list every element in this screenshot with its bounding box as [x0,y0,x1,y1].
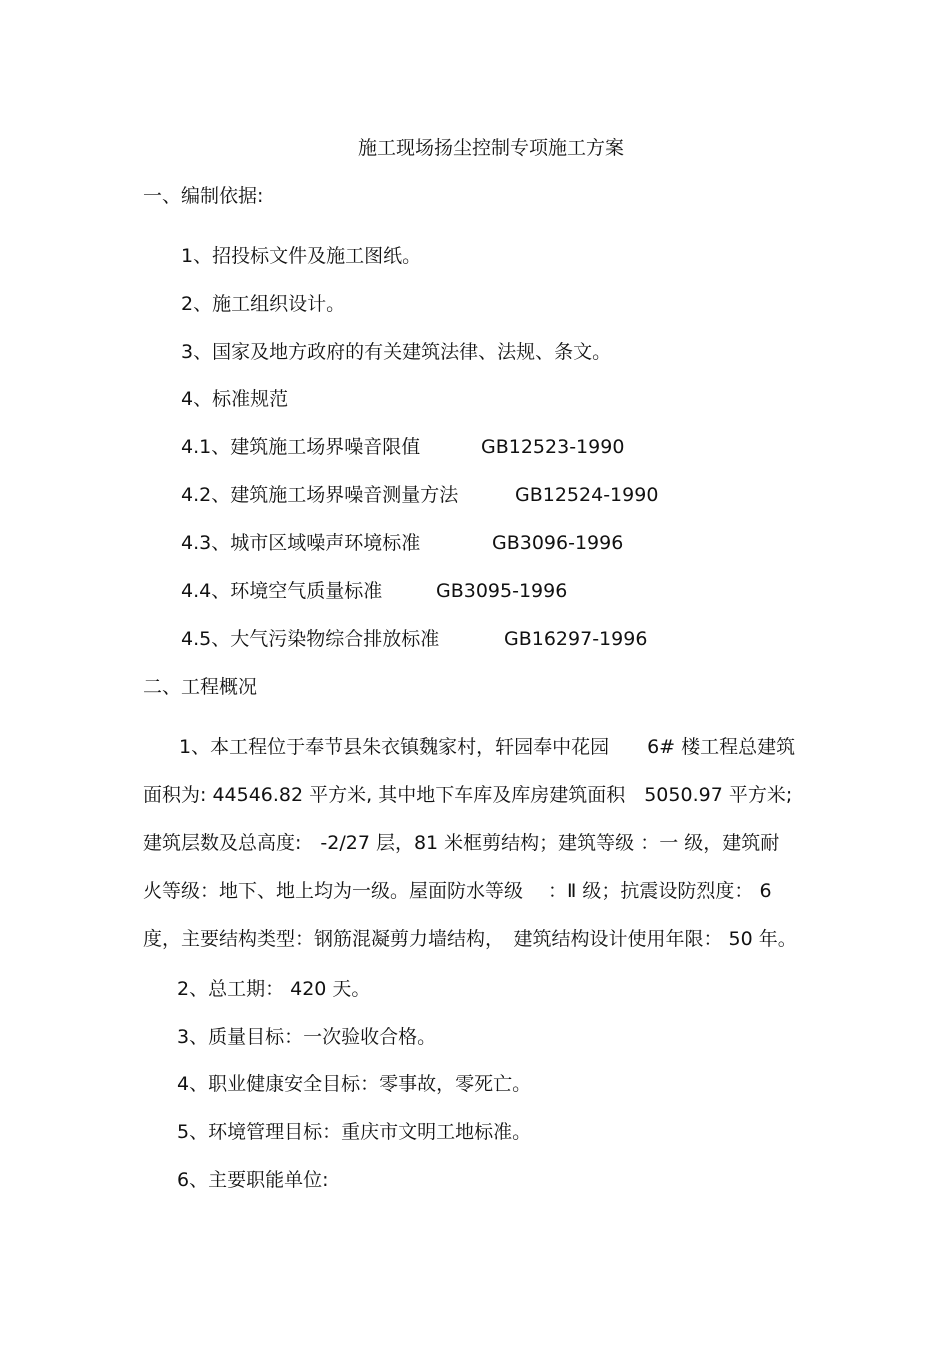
overview-line: 火等级：地下、地上均为一级。屋面防水等级 ：Ⅱ 级；抗震设防烈度： 6 [143,880,772,902]
standard-row [181,530,624,556]
standard-name: 4.5、大气污染物综合排放标准 [181,628,440,650]
standard-row [181,626,648,652]
standard-code: GB3096-1996 [492,532,624,554]
overview-line: 度，主要结构类型：钢筋混凝剪力墙结构， 建筑结构设计使用年限： 50 年。 [143,928,797,950]
overview-item-quality: 3、质量目标：一次验收合格。 [177,1026,437,1048]
overview-line: 1、本工程位于奉节县朱衣镇魏家村，轩园奉中花园 6# 楼工程总建筑 [179,736,796,758]
basis-item-1: 1、招投标文件及施工图纸。 [181,245,422,267]
overview-line: 面积为: 44546.82 平方米, 其中地下车库及库房建筑面积 5050.97 平方米; [143,784,793,806]
standard-code: GB12523-1990 [481,436,625,458]
basis-item-2: 2、施工组织设计。 [181,293,346,315]
standard-name: 4.3、城市区域噪声环境标准 [181,532,421,554]
standard-name: 4.2、建筑施工场界噪音测量方法 [181,484,459,506]
basis-item-4: 4、标准规范 [181,388,289,410]
overview-item-duration: 2、总工期： 420 天。 [177,978,371,1000]
section-heading-basis: 一、编制依据: [143,185,264,207]
overview-line: 建筑层数及总高度: -2/27 层，81 米框剪结构；建筑等级 ：一 级，建筑耐 [143,832,780,854]
section-heading-overview: 二、工程概况 [143,676,258,698]
basis-item-3: 3、国家及地方政府的有关建筑法律、法规、条文。 [181,341,612,363]
overview-item-safety: 4、职业健康安全目标：零事故，零死亡。 [177,1073,532,1095]
standard-row [181,578,568,604]
standard-row [181,434,625,460]
overview-item-environment: 5、环境管理目标：重庆市文明工地标准。 [177,1121,532,1143]
overview-paragraph [143,734,859,974]
standard-name: 4.1、建筑施工场界噪音限值 [181,436,421,458]
standard-code: GB3095-1996 [436,580,568,602]
standard-name: 4.4、环境空气质量标准 [181,580,383,602]
overview-item-units: 6、主要职能单位: [177,1169,329,1191]
standard-code: GB16297-1996 [504,628,648,650]
standard-row [181,482,659,508]
standard-code: GB12524-1990 [515,484,659,506]
document-title: 施工现场扬尘控制专项施工方案 [357,137,624,159]
